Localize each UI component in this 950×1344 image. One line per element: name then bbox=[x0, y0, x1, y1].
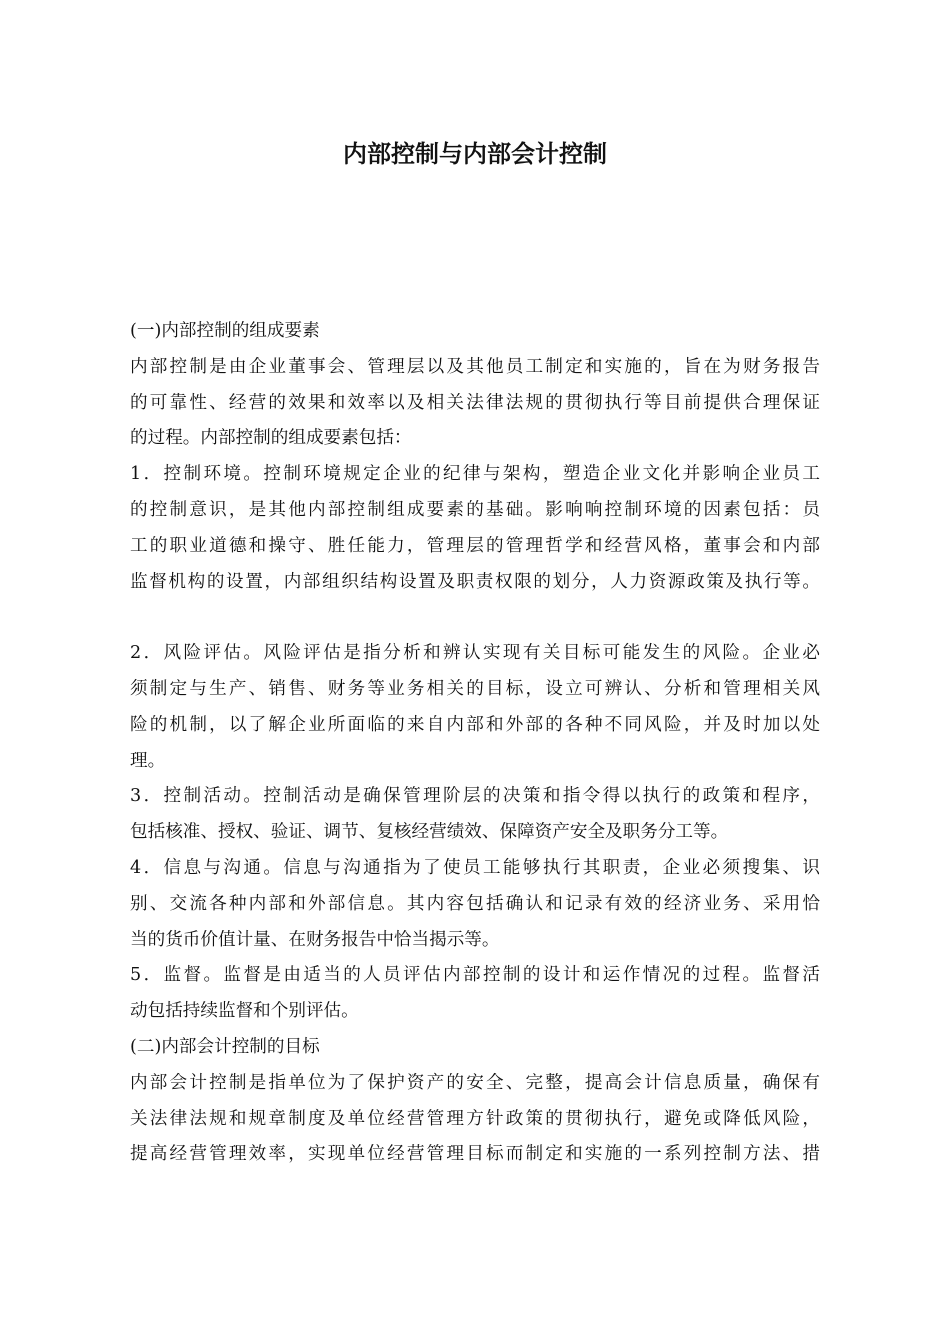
paragraph-line: 5．监督。监督是由适当的人员评估内部控制的设计和运作情况的过程。监督活 bbox=[130, 965, 820, 986]
paragraph-line: 须制定与生产、销售、财务等业务相关的目标，设立可辨认、分析和管理相关风 bbox=[130, 678, 820, 699]
paragraph-line: 动包括持续监督和个别评估。 bbox=[130, 1001, 359, 1022]
paragraph-line: 包括核准、授权、验证、调节、复核经营绩效、保障资产安全及职务分工等。 bbox=[130, 822, 729, 843]
paragraph-line: 1．控制环境。控制环境规定企业的纪律与架构，塑造企业文化并影响企业员工 bbox=[130, 464, 820, 485]
paragraph-line: 的可靠性、经营的效果和效率以及相关法律法规的贯彻执行等目前提供合理保证 bbox=[130, 392, 820, 413]
paragraph-line: 工的职业道德和操守、胜任能力，管理层的管理哲学和经营风格，董事会和内部 bbox=[130, 535, 820, 556]
paragraph-line: 别、交流各种内部和外部信息。其内容包括确认和记录有效的经济业务、采用恰 bbox=[130, 893, 820, 914]
section-heading-1: (一)内部控制的组成要素 bbox=[130, 321, 320, 341]
paragraph-line: 的控制意识，是其他内部控制组成要素的基础。影响响控制环境的因素包括：员 bbox=[130, 499, 820, 520]
paragraph-line: 内部会计控制是指单位为了保护资产的安全、完整，提高会计信息质量，确保有 bbox=[130, 1072, 820, 1093]
paragraph-line: 监督机构的设置，内部组织结构设置及职责权限的划分，人力资源政策及执行等。 bbox=[130, 571, 820, 592]
blank-line bbox=[130, 600, 820, 636]
paragraph-line: 的过程。内部控制的组成要素包括： bbox=[130, 428, 412, 449]
paragraph-line: 理。 bbox=[130, 750, 166, 771]
paragraph-line: 3．控制活动。控制活动是确保管理阶层的决策和指令得以执行的政策和程序， bbox=[130, 786, 820, 807]
paragraph-line: 险的机制，以了解企业所面临的来自内部和外部的各种不同风险，并及时加以处 bbox=[130, 714, 820, 735]
paragraph-line: 当的货币价值计量、在财务报告中恰当揭示等。 bbox=[130, 929, 500, 950]
paragraph-line: 4．信息与沟通。信息与沟通指为了使员工能够执行其职责，企业必须搜集、识 bbox=[130, 857, 820, 878]
section-heading-2: (二)内部会计控制的目标 bbox=[130, 1036, 320, 1057]
paragraph-line: 关法律法规和规章制度及单位经营管理方针政策的贯彻执行，避免或降低风险， bbox=[130, 1108, 820, 1129]
document-title: 内部控制与内部会计控制 bbox=[343, 140, 607, 168]
paragraph-line: 内部控制是由企业董事会、管理层以及其他员工制定和实施的，旨在为财务报告 bbox=[130, 356, 820, 377]
document-body bbox=[130, 314, 820, 1173]
paragraph-line: 2．风险评估。风险评估是指分析和辨认实现有关目标可能发生的风险。企业必 bbox=[130, 643, 820, 664]
paragraph-line: 提高经营管理效率，实现单位经营管理目标而制定和实施的一系列控制方法、措 bbox=[130, 1144, 820, 1165]
